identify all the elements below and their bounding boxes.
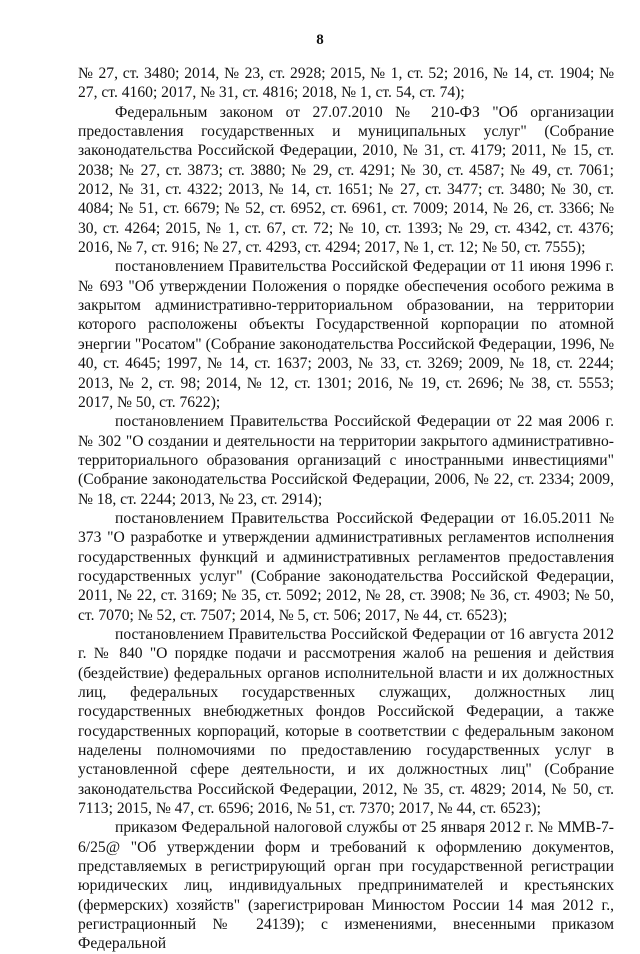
paragraph-1: № 27, ст. 3480; 2014, № 23, ст. 2928; 2015, № 1, ст. 52; 2016, № 14, ст. 1904; № 27, ст. 4160; 2017, № 31, ст. 4816; 2018, № 1, ст. 54, ст. 74); [78,65,614,102]
document-body [78,64,614,954]
page-number: 8 [316,32,324,48]
paragraph-7: приказом Федеральной налоговой службы от 25 января 2012 г. № ММВ-7-6/25@ "Об утверждении форм и требований к оформлению документов, представляемых в регистрирующий орган при государственной регистрации юридических лиц, индивидуальных предпринимателей и крестьянских (фермерских) хозяйств" (зарегистрирован Минюстом России 14 мая 2012 г., регистрационный № 24139); с изменениями, внесенными приказом Федеральной [78,819,614,953]
paragraph-2: Федеральным законом от 27.07.2010 № 210-ФЗ "Об организации предоставления государственных и муниципальных услуг" (Собрание законодательства Российской Федерации, 2010, № 31, ст. 4179; 2011, № 15, ст. 2038; № 27, ст. 3873; ст. 3880; № 29, ст. 4291; № 30, ст. 4587; № 49, ст. 7061; 2012, № 31, ст. 4322; 2013, № 14, ст. 1651; № 27, ст. 3477; ст. 3480; № 30, ст. 4084; № 51, ст. 6679; № 52, ст. 6952, ст. 6961, ст. 7009; 2014, № 26, ст. 3366; № 30, ст. 4264; 2015, № 1, ст. 67, ст. 72; № 10, ст. 1393; № 29, ст. 4342, ст. 4376; 2016, № 7, ст. 916; № 27, ст. 4293, ст. 4294; 2017, № 1, ст. 12; № 50, ст. 7555); [78,103,614,257]
paragraph-3: постановлением Правительства Российской Федерации от 11 июня 1996 г. № 693 "Об утверждении Положения о порядке обеспечения особого режима в закрытом административно-территориальном образовании, на территории которого расположены объекты Государственной корпорации по атомной энергии "Росатом" (Собрание законодательства Российской Федерации, 1996, № 40, ст. 4645; 1997, № 14, ст. 1637; 2003, № 33, ст. 3269; 2009, № 18, ст. 2244; 2013, № 2, ст. 98; 2014, № 12, ст. 1301; 2016, № 19, ст. 2696; № 38, ст. 5553; 2017, № 50, ст. 7622); [78,258,614,411]
paragraph-5: постановлением Правительства Российской Федерации от 16.05.2011 № 373 "О разработке и утверждении административных регламентов исполнения государственных функций и административных регламентов предоставления государственных услуг" (Собрание законодательства Российской Федерации, 2011, № 22, ст. 3169; № 35, ст. 5092; 2012, № 28, ст. 3908; № 36, ст. 4903; № 50, ст. 7070; № 52, ст. 7507; 2014, № 5, ст. 506; 2017, № 44, ст. 6523); [78,509,614,624]
paragraph-4: постановлением Правительства Российской Федерации от 22 мая 2006 г. № 302 "О создании и деятельности на территории закрытого административно-территориального образования организаций с иностранными инвестициями" (Собрание законодательства Российской Федерации, 2006, № 22, ст. 2334; 2009, № 18, ст. 2244; 2013, № 23, ст. 2914); [78,413,614,508]
paragraph-6: постановлением Правительства Российской Федерации от 16 августа 2012 г. № 840 "О порядке подачи и рассмотрения жалоб на решения и действия (бездействие) федеральных органов исполнительной власти и их должностных лиц, федеральных государственных служащих, должностных лиц государственных внебюджетных фондов Российской Федерации, а также государственных корпораций, которые в соответствии с федеральным законом наделены полномочиями по предоставлению государственных услуг в установленной сфере деятельности, и их должностных лиц" (Собрание законодательства Российской Федерации, 2012, № 35, ст. 4829; 2014, № 50, ст. 7113; 2015, № 47, ст. 6596; 2016, № 51, ст. 7370; 2017, № 44, ст. 6523); [78,625,614,818]
